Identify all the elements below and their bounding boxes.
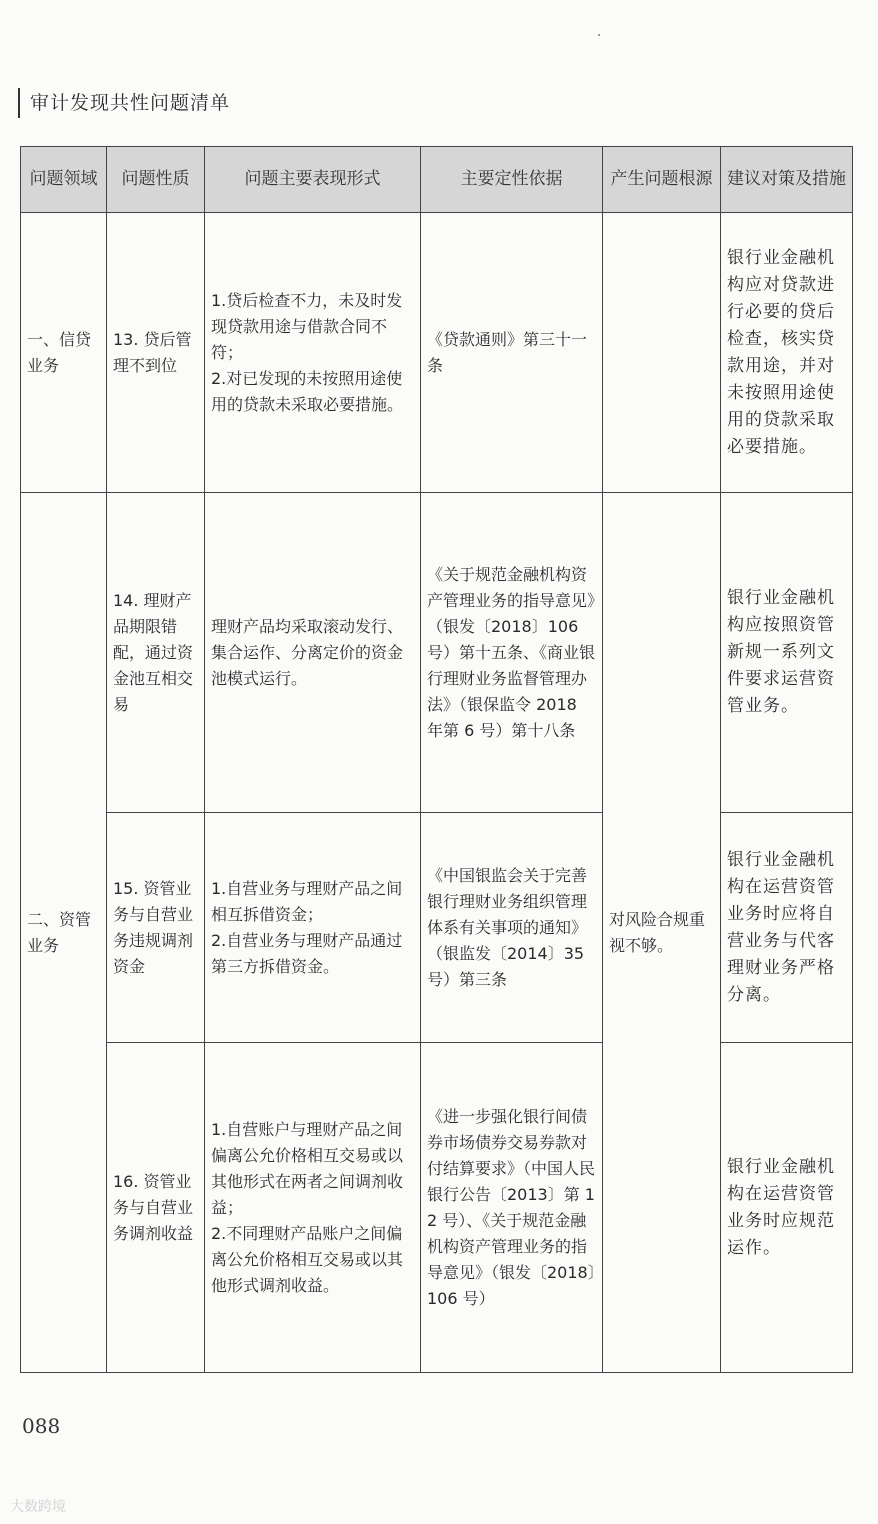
cell-basis: 《关于规范金融机构资产管理业务的指导意见》（银发〔2018〕106 号）第十五条、《商业银行理财业务监督管理办法》（银保监令 2018 年第 6 号）第十八条: [421, 493, 603, 813]
cell-basis: 《中国银监会关于完善银行理财业务组织管理体系有关事项的通知》（银监发〔2014〕35 号）第三条: [421, 813, 603, 1043]
issue-table: [20, 146, 853, 1373]
table-row: [21, 813, 853, 1043]
form-item: 2.对已发现的未按照用途使用的贷款未采取必要措施。: [211, 368, 404, 414]
col-header-root: 产生问题根源: [603, 147, 721, 213]
form-item: 理财产品均采取滚动发行、集合运作、分离定价的资金池模式运行。: [211, 616, 404, 688]
cell-forms: [205, 493, 421, 813]
cell-nature: 14. 理财产品期限错配，通过资金池互相交易: [107, 493, 205, 813]
cell-root: [603, 213, 721, 493]
watermark: 大数跨境: [10, 1499, 66, 1515]
cell-advice: 银行业金融机构应对贷款进行必要的贷后检查，核实贷款用途，并对未按照用途使用的贷款采取必要措施。: [721, 213, 853, 493]
cell-advice: 银行业金融机构在运营资管业务时应规范运作。: [721, 1043, 853, 1373]
cell-basis: 《进一步强化银行间债券市场债券交易券款对付结算要求》（中国人民银行公告〔2013〕第 12 号）、《关于规范金融机构资产管理业务的指导意见》（银发〔2018〕106 号）: [421, 1043, 603, 1373]
page-title: 审计发现共性问题清单: [18, 88, 230, 118]
cell-nature: 15. 资管业务与自营业务违规调剂资金: [107, 813, 205, 1043]
table-row: [21, 1043, 853, 1373]
form-item: 1.贷后检查不力，未及时发现贷款用途与借款合同不符；: [211, 290, 403, 362]
table-row: [21, 213, 853, 493]
cell-root: 对风险合规重视不够。: [603, 493, 721, 1373]
cell-forms: [205, 1043, 421, 1373]
col-header-nature: 问题性质: [107, 147, 205, 213]
cell-advice: 银行业金融机构在运营资管业务时应将自营业务与代客理财业务严格分离。: [721, 813, 853, 1043]
cell-forms: [205, 813, 421, 1043]
form-item: 1.自营账户与理财产品之间偏离公允价格相互交易或以其他形式在两者之间调剂收益；: [211, 1119, 404, 1217]
form-item: 2.不同理财产品账户之间偏离公允价格相互交易或以其他形式调剂收益。: [211, 1223, 404, 1295]
form-item: 2.自营业务与理财产品通过第三方拆借资金。: [211, 930, 403, 976]
col-header-domain: 问题领域: [21, 147, 107, 213]
table-row: [21, 493, 853, 813]
cell-nature: 16. 资管业务与自营业务调剂收益: [107, 1043, 205, 1373]
form-item: 1.自营业务与理财产品之间相互拆借资金；: [211, 878, 403, 924]
cell-forms: [205, 213, 421, 493]
col-header-basis: 主要定性依据: [421, 147, 603, 213]
col-header-forms: 问题主要表现形式: [205, 147, 421, 213]
cell-nature: 13. 贷后管理不到位: [107, 213, 205, 493]
page-number: 088: [22, 1414, 61, 1438]
cell-advice: 银行业金融机构应按照资管新规一系列文件要求运营资管业务。: [721, 493, 853, 813]
table-header-row: [21, 147, 853, 213]
speck: [598, 34, 600, 36]
cell-basis: 《贷款通则》第三十一条: [421, 213, 603, 493]
cell-domain: 二、资管业务: [21, 493, 107, 1373]
col-header-advice: 建议对策及措施: [721, 147, 853, 213]
cell-domain: 一、信贷业务: [21, 213, 107, 493]
